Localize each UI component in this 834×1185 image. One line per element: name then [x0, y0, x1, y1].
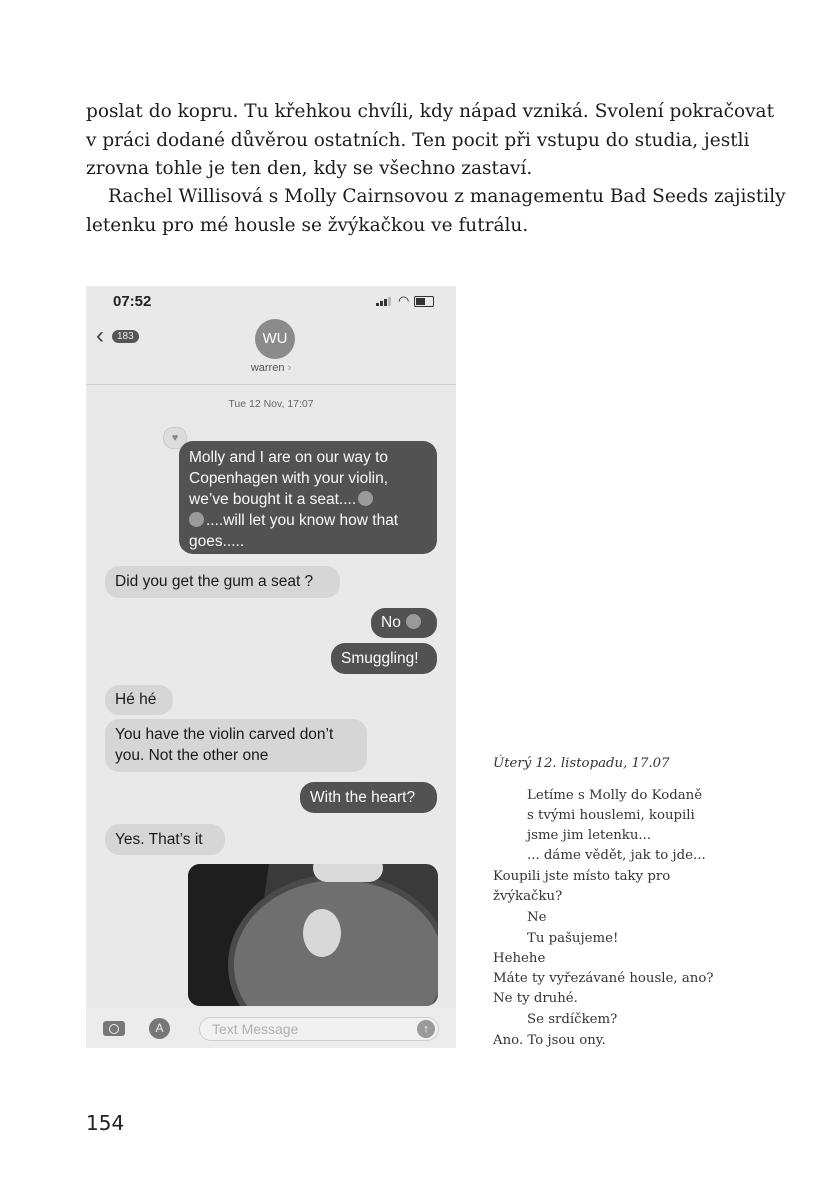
text-line: Rachel Willisová s Molly Cairnsovou z managementu Bad Seeds zajistily [108, 186, 786, 207]
signal-icon [388, 297, 391, 306]
app-store-icon[interactable]: A [149, 1018, 170, 1039]
translation-line: Ne ty druhé. [493, 991, 578, 1006]
page-number: 154 [86, 1111, 125, 1135]
message-line: You have the violin carved don’t [115, 726, 334, 743]
translation-line: Ne [527, 910, 547, 925]
contact-name-label: warren [250, 362, 285, 374]
message-bubble-incoming[interactable] [105, 719, 367, 772]
signal-icon [376, 303, 379, 306]
message-bubble-outgoing[interactable] [371, 608, 437, 638]
message-bubble-incoming[interactable] [105, 566, 340, 598]
status-icons [376, 293, 434, 308]
message-line: Copenhagen with your violin, [189, 470, 389, 487]
photo-attachment[interactable] [188, 864, 438, 1006]
translation-line: Máte ty vyřezávané housle, ano? [493, 971, 714, 986]
camera-icon[interactable] [103, 1021, 125, 1036]
message-bubble-outgoing[interactable] [331, 643, 437, 674]
input-bar [86, 1008, 456, 1048]
message-line [189, 510, 427, 531]
message-input-placeholder: Text Message [212, 1021, 299, 1037]
send-arrow-icon[interactable]: ↑ [417, 1020, 435, 1038]
translation-line: Koupili jste místo taky pro [493, 869, 671, 884]
back-chevron-icon[interactable]: ‹ [96, 322, 104, 349]
translation-line: Hehehe [493, 951, 546, 966]
message-bubble-incoming[interactable] [105, 824, 225, 855]
paragraph-2 [86, 183, 786, 240]
hand [313, 864, 383, 882]
message-text: Smuggling! [341, 650, 419, 667]
paragraph-1 [86, 98, 775, 184]
message-text: No [381, 614, 401, 631]
translation-date: Úterý 12. listopadu, 17.07 [493, 756, 670, 771]
translation-line: žvýkačku? [493, 889, 563, 904]
violin-carving [303, 909, 341, 957]
message-bubble-incoming[interactable] [105, 685, 173, 715]
unread-count-badge[interactable]: 183 [112, 330, 139, 343]
message-timestamp: Tue 12 Nov, 17:07 [228, 398, 314, 410]
chevron-right-icon: › [287, 362, 292, 374]
signal-icon [380, 301, 383, 306]
message-bubble-outgoing[interactable] [179, 441, 437, 554]
message-text: Did you get the gum a seat ? [115, 573, 314, 590]
avatar[interactable]: WU [255, 319, 295, 359]
divider [86, 384, 456, 385]
text-line: zrovna tohle je ten den, kdy se všechno zastaví. [86, 158, 533, 179]
emoji-icon [189, 512, 204, 527]
text-line: poslat do kopru. Tu křehkou chvíli, kdy nápad vzniká. Svolení pokračovat [86, 101, 775, 122]
emoji-icon [406, 614, 421, 629]
contact-name[interactable] [86, 362, 456, 374]
heart-icon: ♥ [163, 427, 187, 449]
signal-icon [384, 299, 387, 306]
text-line: letenku pro mé housle se žvýkačkou ve futrálu. [86, 214, 529, 236]
translation-line: Se srdíčkem? [527, 1012, 618, 1027]
wifi-icon: ◠ [398, 293, 410, 308]
translation-line: s tvými houslemi, koupili [527, 808, 695, 823]
message-line: Molly and I are on our way to [189, 449, 389, 466]
message-text: we’ve bought it a seat.... [189, 491, 357, 508]
message-text: ....will let you know how that [206, 512, 399, 529]
translation-line: Tu pašujeme! [527, 931, 619, 946]
message-input[interactable] [199, 1017, 439, 1041]
message-text: With the heart? [310, 789, 416, 806]
translation-line: ... dáme vědět, jak to jde... [527, 848, 706, 863]
translation-line: Ano. To jsou ony. [493, 1033, 606, 1048]
translation-line: jsme jim letenku... [527, 828, 652, 843]
emoji-icon [358, 491, 373, 506]
message-line: goes..... [189, 533, 245, 550]
phone-screenshot [86, 286, 456, 1048]
translation-line: Letíme s Molly do Kodaně [527, 788, 703, 803]
message-bubble-outgoing[interactable] [300, 782, 437, 813]
status-time: 07:52 [113, 293, 152, 310]
message-text: Yes. That’s it [115, 831, 203, 848]
message-line [189, 489, 427, 510]
message-text: Hé hé [115, 691, 157, 708]
battery-icon [414, 296, 434, 307]
message-line: you. Not the other one [115, 747, 269, 764]
text-line: v práci dodané důvěrou ostatních. Ten pocit při vstupu do studia, jestli [86, 129, 750, 151]
